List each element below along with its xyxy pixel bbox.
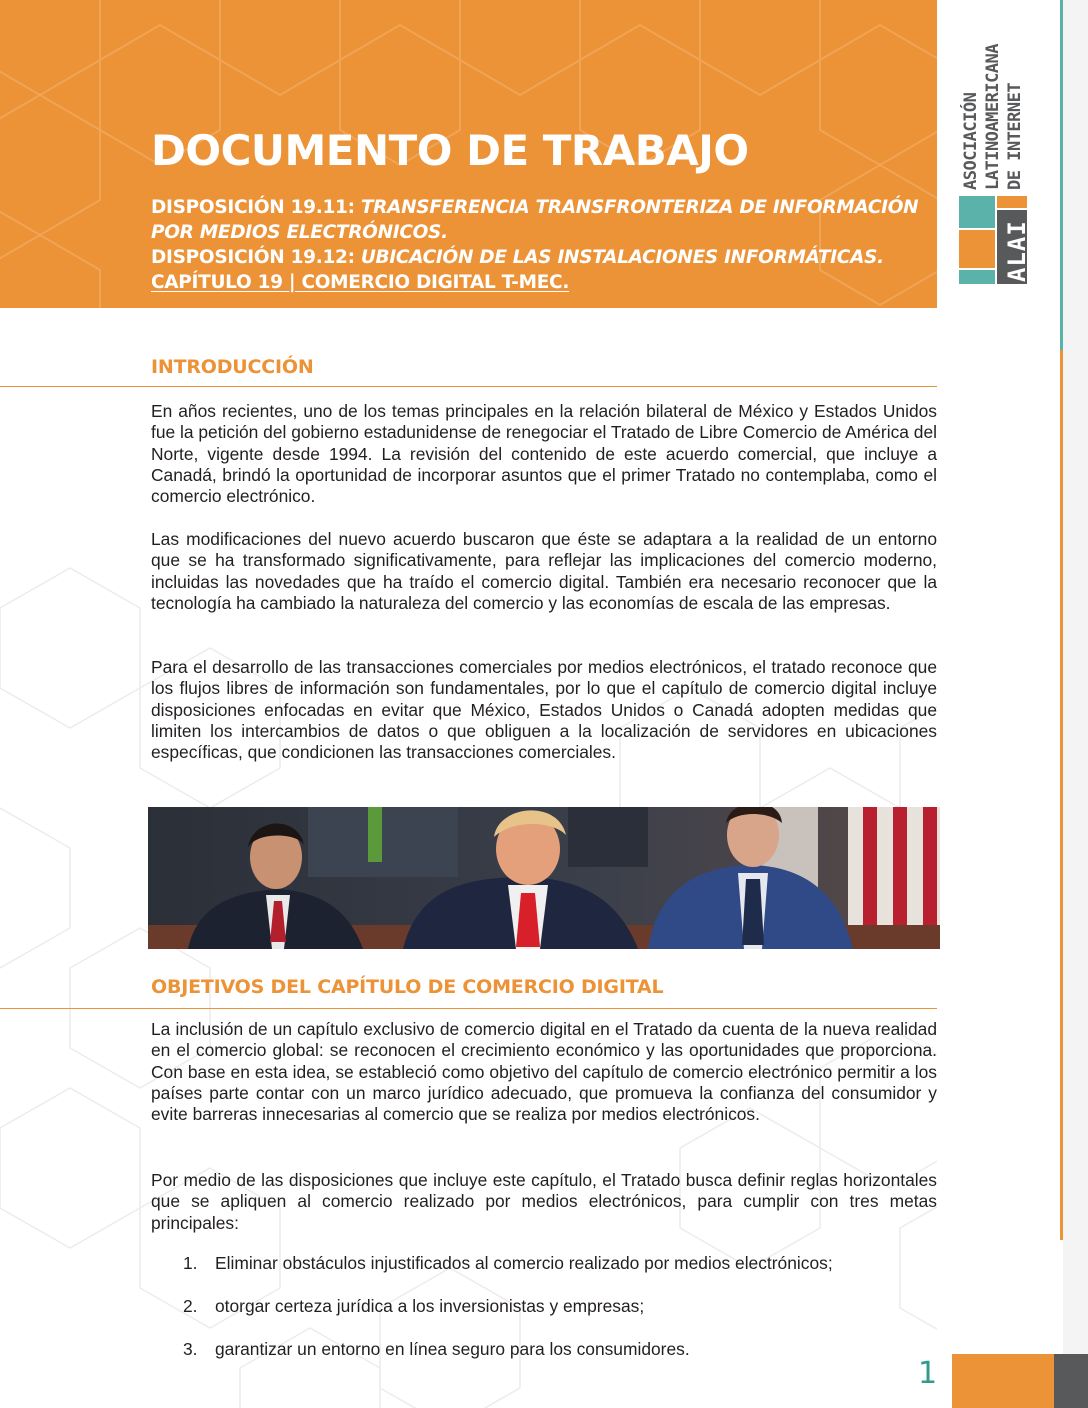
leaders-signing-photo <box>148 807 940 949</box>
document-header <box>0 0 937 308</box>
goal-item <box>183 1252 833 1295</box>
intro-paragraph-1: En años recientes, uno de los temas principales en la relación bilateral de México y Estados Unidos fue la petición del gobierno estadunidense de renegociar el Tratado de Libre Comercio de América del Norte, vigente desde 1994. La revisión del contenido de este acuerdo comercial, que incluye a Canadá, brindó la oportunidad de incorporar asuntos que el primer Tratado no contemplaba, como el comercio electrónico. <box>151 401 937 507</box>
photo-illustration <box>148 807 940 949</box>
right-orange-line <box>1060 350 1063 1240</box>
objectives-divider <box>0 1008 937 1009</box>
goal-item <box>183 1295 833 1338</box>
goal-item <box>183 1338 833 1381</box>
goal-text: garantizar un entorno en línea seguro para los consumidores. <box>215 1339 690 1359</box>
intro-paragraph-2: Las modificaciones del nuevo acuerdo buscaron que éste se adaptara a la realidad de un entorno que se ha transformado significativamente, para reflejar las implicaciones del comercio moderno, incluidas las novedades que ha traído el comercio digital. También era necesario reconocer que la tecnología ha cambiado la naturaleza del comercio y las economías de escala de las empresas. <box>151 529 937 613</box>
goal-number: 3. <box>183 1339 198 1359</box>
intro-heading: INTRODUCCIÓN <box>151 356 314 378</box>
chapter-label: CAPÍTULO 19 | COMERCIO DIGITAL T-MEC. <box>151 272 570 293</box>
goal-text: Eliminar obstáculos injustificados al comercio realizado por medios electrónicos; <box>215 1253 833 1273</box>
provision-19-12-label: DISPOSICIÓN 19.12: <box>151 247 361 268</box>
footer-orange-block <box>952 1354 1054 1408</box>
objectives-paragraph-2: Por medio de las disposiciones que incluye este capítulo, el Tratado busca definir reglas horizontales que se apliquen al comercio realizado por medios electrónicos, para cumplir con tres metas principales: <box>151 1170 937 1233</box>
goal-number: 2. <box>183 1296 198 1316</box>
document-subtitle <box>151 195 921 295</box>
right-edge-strip <box>1063 0 1088 1408</box>
objectives-paragraph-1: La inclusión de un capítulo exclusivo de comercio digital en el Tratado da cuenta de la nueva realidad en el comercio global: se reconocen el crecimiento económico y las oportunidades que proporciona. Con base en esta idea, se estableció como objetivo del capítulo de comercio electrónico permitir a los países parte contar con un marco jurídico adecuado, que promueva la confianza del consumidor y evite barreras innecesarias al comercio que se realiza por medios electrónicos. <box>151 1019 937 1125</box>
right-teal-line <box>1060 0 1063 350</box>
provision-19-11-label: DISPOSICIÓN 19.11: <box>151 197 361 218</box>
logo-line-3: DE INTERNET <box>1005 82 1025 190</box>
alai-logo-text <box>960 43 1026 190</box>
subtitle-line-3 <box>151 245 921 270</box>
provision-19-12-title: UBICACIÓN DE LAS INSTALACIONES INFORMÁTICAS. <box>360 247 884 268</box>
subtitle-line-1 <box>151 195 921 220</box>
logo-line-2: LATINOAMERICANA <box>983 43 1003 190</box>
provision-19-11-title: TRANSFERENCIA TRANSFRONTERIZA DE INFORMACIÓN <box>360 197 919 218</box>
objectives-heading: OBJETIVOS DEL CAPÍTULO DE COMERCIO DIGITAL <box>151 976 664 998</box>
page-number: 1 <box>918 1356 938 1391</box>
goals-list <box>183 1252 833 1381</box>
goal-number: 1. <box>183 1253 198 1273</box>
intro-divider <box>0 386 937 387</box>
subtitle-line-2: POR MEDIOS ELECTRÓNICOS. <box>151 222 448 243</box>
document-title: DOCUMENTO DE TRABAJO <box>151 126 749 175</box>
goal-text: otorgar certeza jurídica a los inversionistas y empresas; <box>215 1296 645 1316</box>
footer-gray-block <box>1054 1354 1088 1408</box>
intro-paragraph-3: Para el desarrollo de las transacciones comerciales por medios electrónicos, el tratado reconoce que los flujos libres de información son fundamentales, por lo que el capítulo de comercio digital incluye disposiciones enfocadas en evitar que México, Estados Unidos o Canadá adopten medidas que limiten los intercambios de datos o que obliguen a la localización de servidores en ubicaciones específicas, que condicionen las transacciones comerciales. <box>151 657 937 763</box>
logo-line-1: ASOCIACIÓN <box>961 92 981 190</box>
alai-acronym: ALAI <box>1003 220 1031 282</box>
